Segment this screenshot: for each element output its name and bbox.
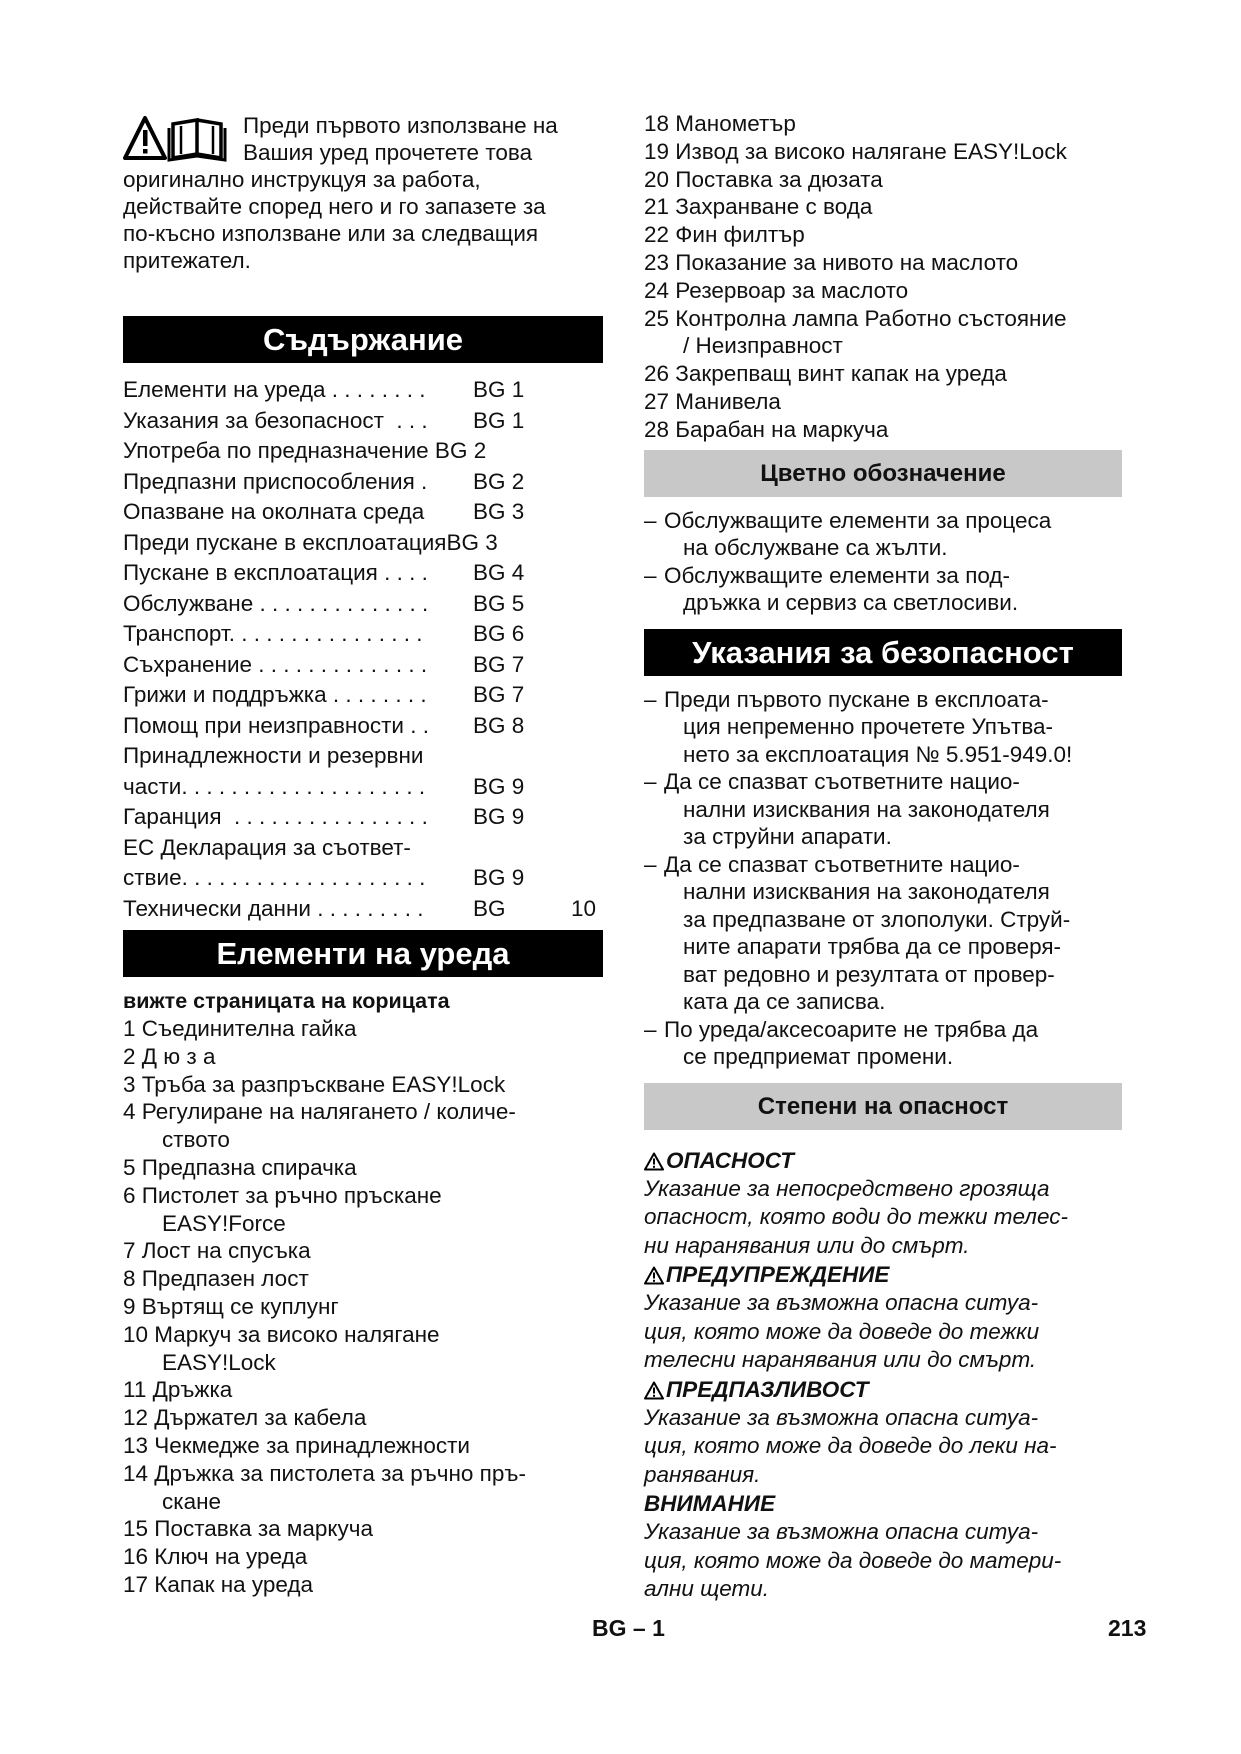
danger-level-label: ПРЕДУПРЕЖДЕНИЕ xyxy=(666,1262,890,1288)
intro-line: Вашия уред прочетете това xyxy=(243,140,533,165)
danger-level-text: ция, която може да доведе до матери- xyxy=(644,1547,1062,1573)
item-continuation: ството xyxy=(162,1127,230,1153)
list-item xyxy=(123,1404,603,1432)
toc-page: BG 9 xyxy=(473,773,525,799)
item-text: 4 Регулиране на налягането / количе- xyxy=(123,1099,516,1125)
toc-row xyxy=(123,467,603,498)
list-item xyxy=(644,686,1122,769)
elements-subtitle: вижте страницата на корицата xyxy=(123,989,450,1013)
intro-line: оригинално инструкцуя за работа, xyxy=(123,167,481,192)
list-item xyxy=(644,562,1122,617)
danger-level-label: ПРЕДПАЗЛИВОСТ xyxy=(666,1376,869,1402)
list-item xyxy=(644,277,1122,305)
list-item xyxy=(123,1293,603,1321)
toc-row xyxy=(123,375,603,406)
toc-page: BG 9 xyxy=(473,804,525,829)
toc-page: BG 3 xyxy=(473,499,525,524)
item-text: 13 Чекмедже за принадлежности xyxy=(123,1432,470,1458)
list-item xyxy=(123,1043,603,1071)
toc-label: Пускане в експлоатация . . . . xyxy=(123,560,428,585)
toc-page: BG 9 xyxy=(473,865,525,890)
toc-page: BG 8 xyxy=(473,712,525,738)
list-item xyxy=(644,1016,1122,1071)
warning-manual-icon xyxy=(123,114,231,162)
toc-page: BG 7 xyxy=(473,651,525,677)
toc-row xyxy=(123,711,603,742)
item-text: 23 Показание за нивото на маслото xyxy=(644,249,1019,275)
toc-label: Преди пускане в експлоатацияBG 3 xyxy=(123,529,498,555)
elements-list-left xyxy=(123,1015,603,1599)
item-continuation: ните апарати трябва да се проверя- xyxy=(683,934,1062,960)
item-text: Да се спазват съответните нацио- xyxy=(664,851,1020,877)
toc-label: Принадлежности и резервни xyxy=(123,743,424,768)
item-continuation: дръжка и сервиз са светлосиви. xyxy=(683,590,1019,616)
item-text: Обслужващите елементи за процеса xyxy=(664,507,1052,533)
item-text: 15 Поставка за маркуча xyxy=(123,1516,373,1542)
right-column xyxy=(644,112,1122,1604)
toc-label: Указания за безопасност . . . xyxy=(123,407,428,433)
toc-label: Грижи и поддръжка . . . . . . . . xyxy=(123,682,427,707)
item-continuation: скане xyxy=(162,1488,222,1514)
toc-row xyxy=(123,833,603,864)
intro-line: действайте според него и го запазете за xyxy=(123,194,546,219)
toc-page: BG xyxy=(473,895,506,921)
list-item xyxy=(644,416,1122,444)
danger-level-text: Указание за възможна опасна ситуа- xyxy=(644,1519,1039,1545)
item-text: 11 Дръжка xyxy=(123,1377,233,1403)
item-text: 14 Дръжка за пистолета за ръчно пръ- xyxy=(123,1460,526,1486)
danger-level-entry xyxy=(644,1489,1122,1604)
list-item xyxy=(644,221,1122,249)
danger-levels-heading: Степени на опасност xyxy=(644,1083,1122,1130)
elements-heading: Елементи на уреда xyxy=(123,930,603,977)
intro-line: Преди първото използване на xyxy=(243,113,558,138)
list-item xyxy=(644,249,1122,277)
item-text: 9 Въртящ се куплунг xyxy=(123,1293,339,1319)
list-item xyxy=(644,110,1122,138)
intro-block xyxy=(123,112,603,302)
list-item xyxy=(123,1237,603,1265)
danger-level-title xyxy=(644,1260,1122,1289)
item-continuation: нални изисквания на законодателя xyxy=(683,796,1050,822)
item-text: 7 Лост на спусъка xyxy=(123,1238,311,1264)
item-text: 21 Захранване с вода xyxy=(644,194,873,220)
list-item xyxy=(123,1460,603,1516)
toc-row xyxy=(123,863,603,894)
item-continuation: EASY!Force xyxy=(162,1210,286,1236)
danger-level-title xyxy=(644,1489,1122,1518)
color-coding-list xyxy=(644,507,1122,617)
toc-label: Технически данни . . . . . . . . . xyxy=(123,895,424,921)
toc-label: Употреба по предназначение BG 2 xyxy=(123,438,487,463)
toc-page: BG 5 xyxy=(473,590,525,616)
list-item xyxy=(123,1071,603,1099)
elements-list-right xyxy=(644,110,1122,444)
danger-level-text: Указание за възможна опасна ситуа- xyxy=(644,1404,1039,1430)
list-item xyxy=(123,1543,603,1571)
danger-level-text: ални щети. xyxy=(644,1576,770,1602)
item-text: 28 Барабан на маркуча xyxy=(644,416,889,442)
danger-level-entry xyxy=(644,1260,1122,1375)
toc-label: ствие. . . . . . . . . . . . . . . . . . . . xyxy=(123,865,426,890)
intro-line: притежател. xyxy=(123,248,251,273)
item-continuation: нални изисквания на законодателя xyxy=(683,879,1050,905)
toc-row xyxy=(123,619,603,650)
toc-list xyxy=(123,375,603,924)
item-text: 19 Извод за високо налягане EASY!Lock xyxy=(644,138,1067,164)
toc-page: BG 2 xyxy=(473,468,525,494)
warning-triangle-icon xyxy=(644,1152,664,1171)
toc-row xyxy=(123,772,603,803)
list-item xyxy=(644,851,1122,1016)
toc-row xyxy=(123,406,603,437)
toc-heading: Съдържание xyxy=(123,316,603,363)
list-item xyxy=(123,1515,603,1543)
item-continuation: ция непременно прочетете Упътва- xyxy=(683,714,1054,740)
danger-level-entry xyxy=(644,1146,1122,1261)
item-text: 26 Закрепващ винт капак на уреда xyxy=(644,361,1007,387)
danger-level-text: Указание за непосредствено грозяща xyxy=(644,1175,1050,1201)
list-item xyxy=(123,1376,603,1404)
item-text: Преди първото пускане в експлоата- xyxy=(664,686,1049,712)
list-item xyxy=(123,1098,603,1154)
toc-label: Помощ при неизправности . . xyxy=(123,712,430,738)
list-item xyxy=(644,388,1122,416)
list-item xyxy=(644,507,1122,562)
item-continuation: / Неизправност xyxy=(683,333,843,359)
safety-list xyxy=(644,686,1122,1071)
toc-row xyxy=(123,650,603,681)
item-text: Да се спазват съответните нацио- xyxy=(664,769,1020,795)
item-text: 17 Капак на уреда xyxy=(123,1571,314,1597)
toc-row xyxy=(123,680,603,711)
footer-section-label: BG – 1 xyxy=(592,1615,665,1641)
toc-row xyxy=(123,497,603,528)
list-item xyxy=(644,166,1122,194)
toc-page: BG 1 xyxy=(473,407,525,433)
item-text: 24 Резервоар за маслото xyxy=(644,277,909,303)
danger-level-label: ВНИМАНИЕ xyxy=(644,1491,776,1517)
item-text: Обслужващите елементи за под- xyxy=(664,562,1011,588)
item-text: 1 Съединителна гайка xyxy=(123,1016,357,1041)
item-text: 22 Фин филтър xyxy=(644,222,805,248)
toc-page: BG 7 xyxy=(473,682,525,707)
list-item xyxy=(644,768,1122,851)
item-text: 6 Пистолет за ръчно пръскане xyxy=(123,1182,442,1208)
list-item xyxy=(123,1432,603,1460)
toc-label: Съхранение . . . . . . . . . . . . . . xyxy=(123,651,428,677)
list-item xyxy=(123,1571,603,1599)
item-text: 16 Ключ на уреда xyxy=(123,1544,308,1570)
item-text: 3 Тръба за разпръскване EASY!Lock xyxy=(123,1071,506,1097)
warning-triangle-icon xyxy=(644,1381,664,1400)
toc-label: части. . . . . . . . . . . . . . . . . . . . xyxy=(123,773,426,799)
item-continuation: ката да се записва. xyxy=(683,989,886,1015)
toc-row xyxy=(123,894,603,925)
list-item xyxy=(123,1321,603,1377)
danger-level-text: ция, която може да доведе до леки на- xyxy=(644,1433,1057,1459)
item-continuation: EASY!Lock xyxy=(162,1349,276,1375)
list-item xyxy=(644,305,1122,361)
toc-row xyxy=(123,741,603,772)
danger-level-text: Указание за възможна опасна ситуа- xyxy=(644,1290,1039,1316)
danger-level-title xyxy=(644,1146,1122,1175)
danger-level-text: телесни наранявания или до смърт. xyxy=(644,1347,1037,1373)
item-text: 25 Контролна лампа Работно състояние xyxy=(644,305,1067,331)
list-item xyxy=(644,360,1122,388)
item-text: По уреда/аксесоарите не трябва да xyxy=(664,1016,1039,1042)
item-text: 5 Предпазна спирачка xyxy=(123,1154,357,1180)
danger-level-text: опасност, която води до тежки телес- xyxy=(644,1204,1068,1230)
item-text: 18 Манометър xyxy=(644,111,796,136)
item-text: 20 Поставка за дюзата xyxy=(644,166,883,192)
toc-row xyxy=(123,589,603,620)
danger-level-entry xyxy=(644,1375,1122,1490)
list-item xyxy=(123,1182,603,1238)
item-continuation: за предпазване от злополуки. Струй- xyxy=(683,906,1071,932)
toc-row xyxy=(123,802,603,833)
list-item xyxy=(123,1015,603,1043)
toc-row xyxy=(123,436,603,467)
danger-level-text: ция, която може да доведе до тежки xyxy=(644,1318,1040,1344)
toc-label: Транспорт. . . . . . . . . . . . . . . . xyxy=(123,621,423,646)
danger-levels-list xyxy=(644,1146,1122,1604)
item-text: 12 Държател за кабела xyxy=(123,1405,367,1431)
danger-level-text: ни наранявания или до смърт. xyxy=(644,1232,970,1258)
toc-page: BG 1 xyxy=(473,377,525,402)
warning-triangle-icon xyxy=(644,1266,664,1285)
toc-row xyxy=(123,558,603,589)
item-text: 10 Маркуч за високо налягане xyxy=(123,1321,440,1347)
toc-label: Обслужване . . . . . . . . . . . . . . xyxy=(123,590,429,616)
item-text: 2 Д ю з а xyxy=(123,1043,216,1069)
color-coding-heading: Цветно обозначение xyxy=(644,450,1122,497)
toc-row xyxy=(123,528,603,559)
list-item xyxy=(123,1265,603,1293)
item-continuation: на обслужване са жълти. xyxy=(683,535,948,561)
intro-line: по-късно използване или за следващия xyxy=(123,221,539,246)
list-item xyxy=(123,1154,603,1182)
item-text: 27 Манивела xyxy=(644,388,781,414)
toc-page: BG 6 xyxy=(473,621,525,646)
toc-page: BG 4 xyxy=(473,560,525,585)
item-text: 8 Предпазен лост xyxy=(123,1266,309,1292)
toc-label: Елементи на уреда . . . . . . . . xyxy=(123,377,426,402)
left-column xyxy=(123,112,603,1599)
toc-label: Предпазни приспособления . xyxy=(123,468,428,494)
toc-page-number: 10 xyxy=(571,895,597,921)
item-continuation: за струйни апарати. xyxy=(683,824,892,850)
item-continuation: се предприемат промени. xyxy=(683,1044,954,1070)
toc-label: ЕС Декларация за съответ- xyxy=(123,834,411,860)
item-continuation: нето за експлоатация № 5.951-949.0! xyxy=(683,741,1073,767)
item-continuation: ват редовно и резултата от провер- xyxy=(683,961,1055,987)
danger-level-text: ранявания. xyxy=(644,1461,761,1487)
toc-label: Опазване на околната среда xyxy=(123,499,425,524)
list-item xyxy=(644,138,1122,166)
footer-page-number: 213 xyxy=(1108,1615,1147,1641)
list-item xyxy=(644,193,1122,221)
toc-label: Гаранция . . . . . . . . . . . . . . . . xyxy=(123,804,428,829)
safety-heading: Указания за безопасност xyxy=(644,629,1122,676)
danger-level-title xyxy=(644,1375,1122,1404)
danger-level-label: ОПАСНОСТ xyxy=(666,1147,794,1173)
